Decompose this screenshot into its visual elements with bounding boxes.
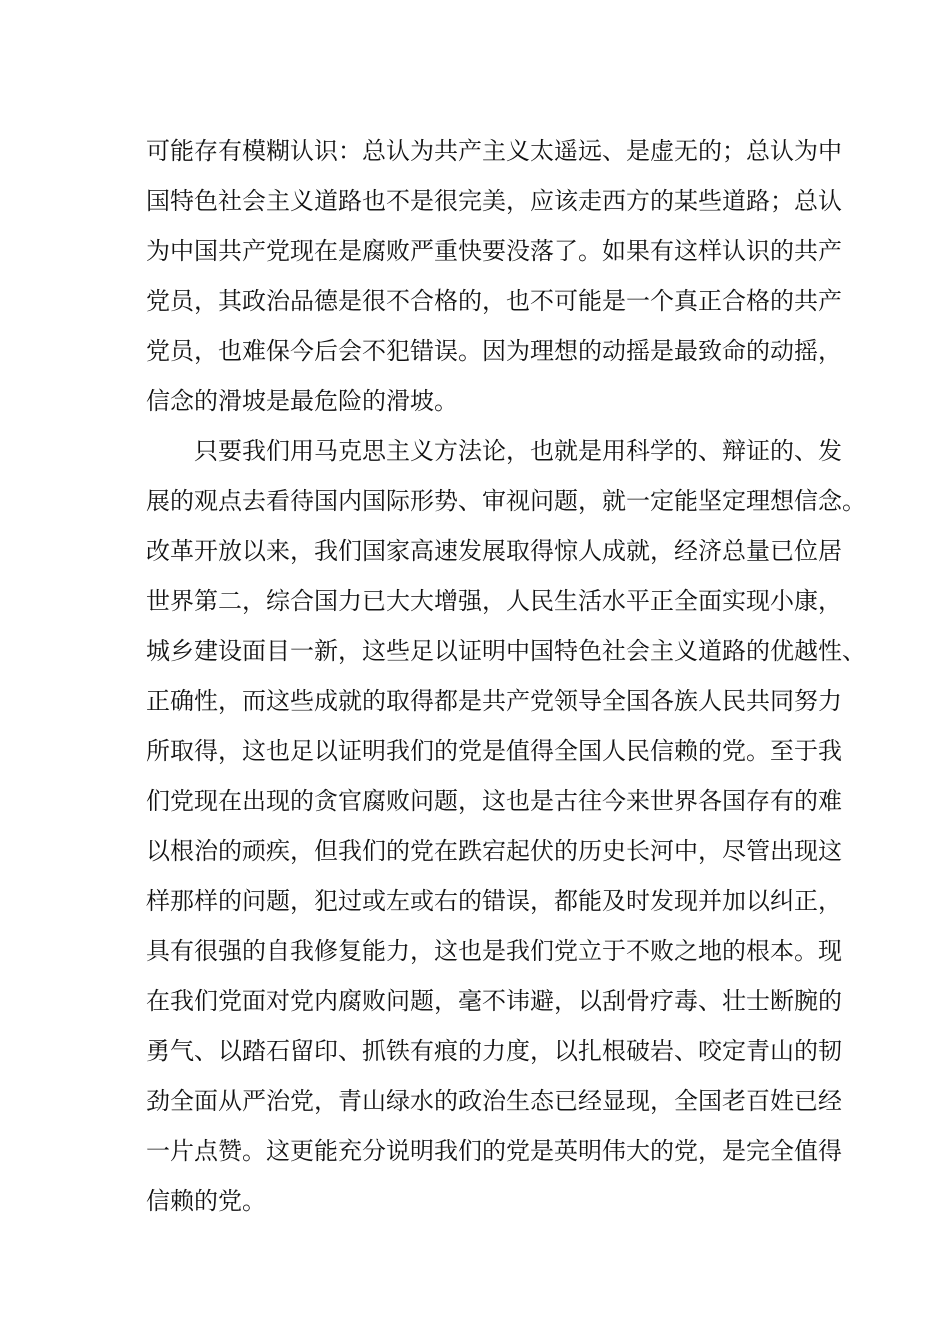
text-line: 展的观点去看待国内国际形势、审视问题，就一定能坚定理想信念。 [146,487,866,515]
text-line: 只要我们用马克思主义方法论，也就是用科学的、辩证的、发 [194,437,842,465]
text-line: 可能存有模糊认识：总认为共产主义太遥远、是虚无的；总认为中 [146,137,842,165]
text-line: 们党现在出现的贪官腐败问题，这也是古往今来世界各国存有的难 [146,787,842,815]
text-line: 所取得，这也足以证明我们的党是值得全国人民信赖的党。至于我 [146,737,842,765]
text-line: 党员，也难保今后会不犯错误。因为理想的动摇是最致命的动摇， [146,337,842,365]
text-line: 劲全面从严治党，青山绿水的政治生态已经显现，全国老百姓已经 [146,1087,842,1115]
text-line: 具有很强的自我修复能力，这也是我们党立于不败之地的根本。现 [146,937,842,965]
text-line: 国特色社会主义道路也不是很完美，应该走西方的某些道路；总认 [146,187,842,215]
text-line: 正确性，而这些成就的取得都是共产党领导全国各族人民共同努力 [146,687,842,715]
text-line: 城乡建设面目一新，这些足以证明中国特色社会主义道路的优越性、 [146,637,866,665]
text-line: 党员，其政治品德是很不合格的，也不可能是一个真正合格的共产 [146,287,842,315]
text-line: 世界第二，综合国力已大大增强，人民生活水平正全面实现小康， [146,587,842,615]
text-line: 在我们党面对党内腐败问题，毫不讳避，以刮骨疗毒、壮士断腕的 [146,987,842,1015]
text-line: 改革开放以来，我们国家高速发展取得惊人成就，经济总量已位居 [146,537,842,565]
text-line: 信赖的党。 [146,1187,266,1215]
text-line: 样那样的问题，犯过或左或右的错误，都能及时发现并加以纠正， [146,887,842,915]
text-line: 以根治的顽疾，但我们的党在跌宕起伏的历史长河中，尽管出现这 [146,837,842,865]
text-line: 勇气、以踏石留印、抓铁有痕的力度，以扎根破岩、咬定青山的韧 [146,1037,842,1065]
text-line: 一片点赞。这更能充分说明我们的党是英明伟大的党，是完全值得 [146,1137,842,1165]
text-line: 为中国共产党现在是腐败严重快要没落了。如果有这样认识的共产 [146,237,842,265]
text-line: 信念的滑坡是最危险的滑坡。 [146,387,458,415]
